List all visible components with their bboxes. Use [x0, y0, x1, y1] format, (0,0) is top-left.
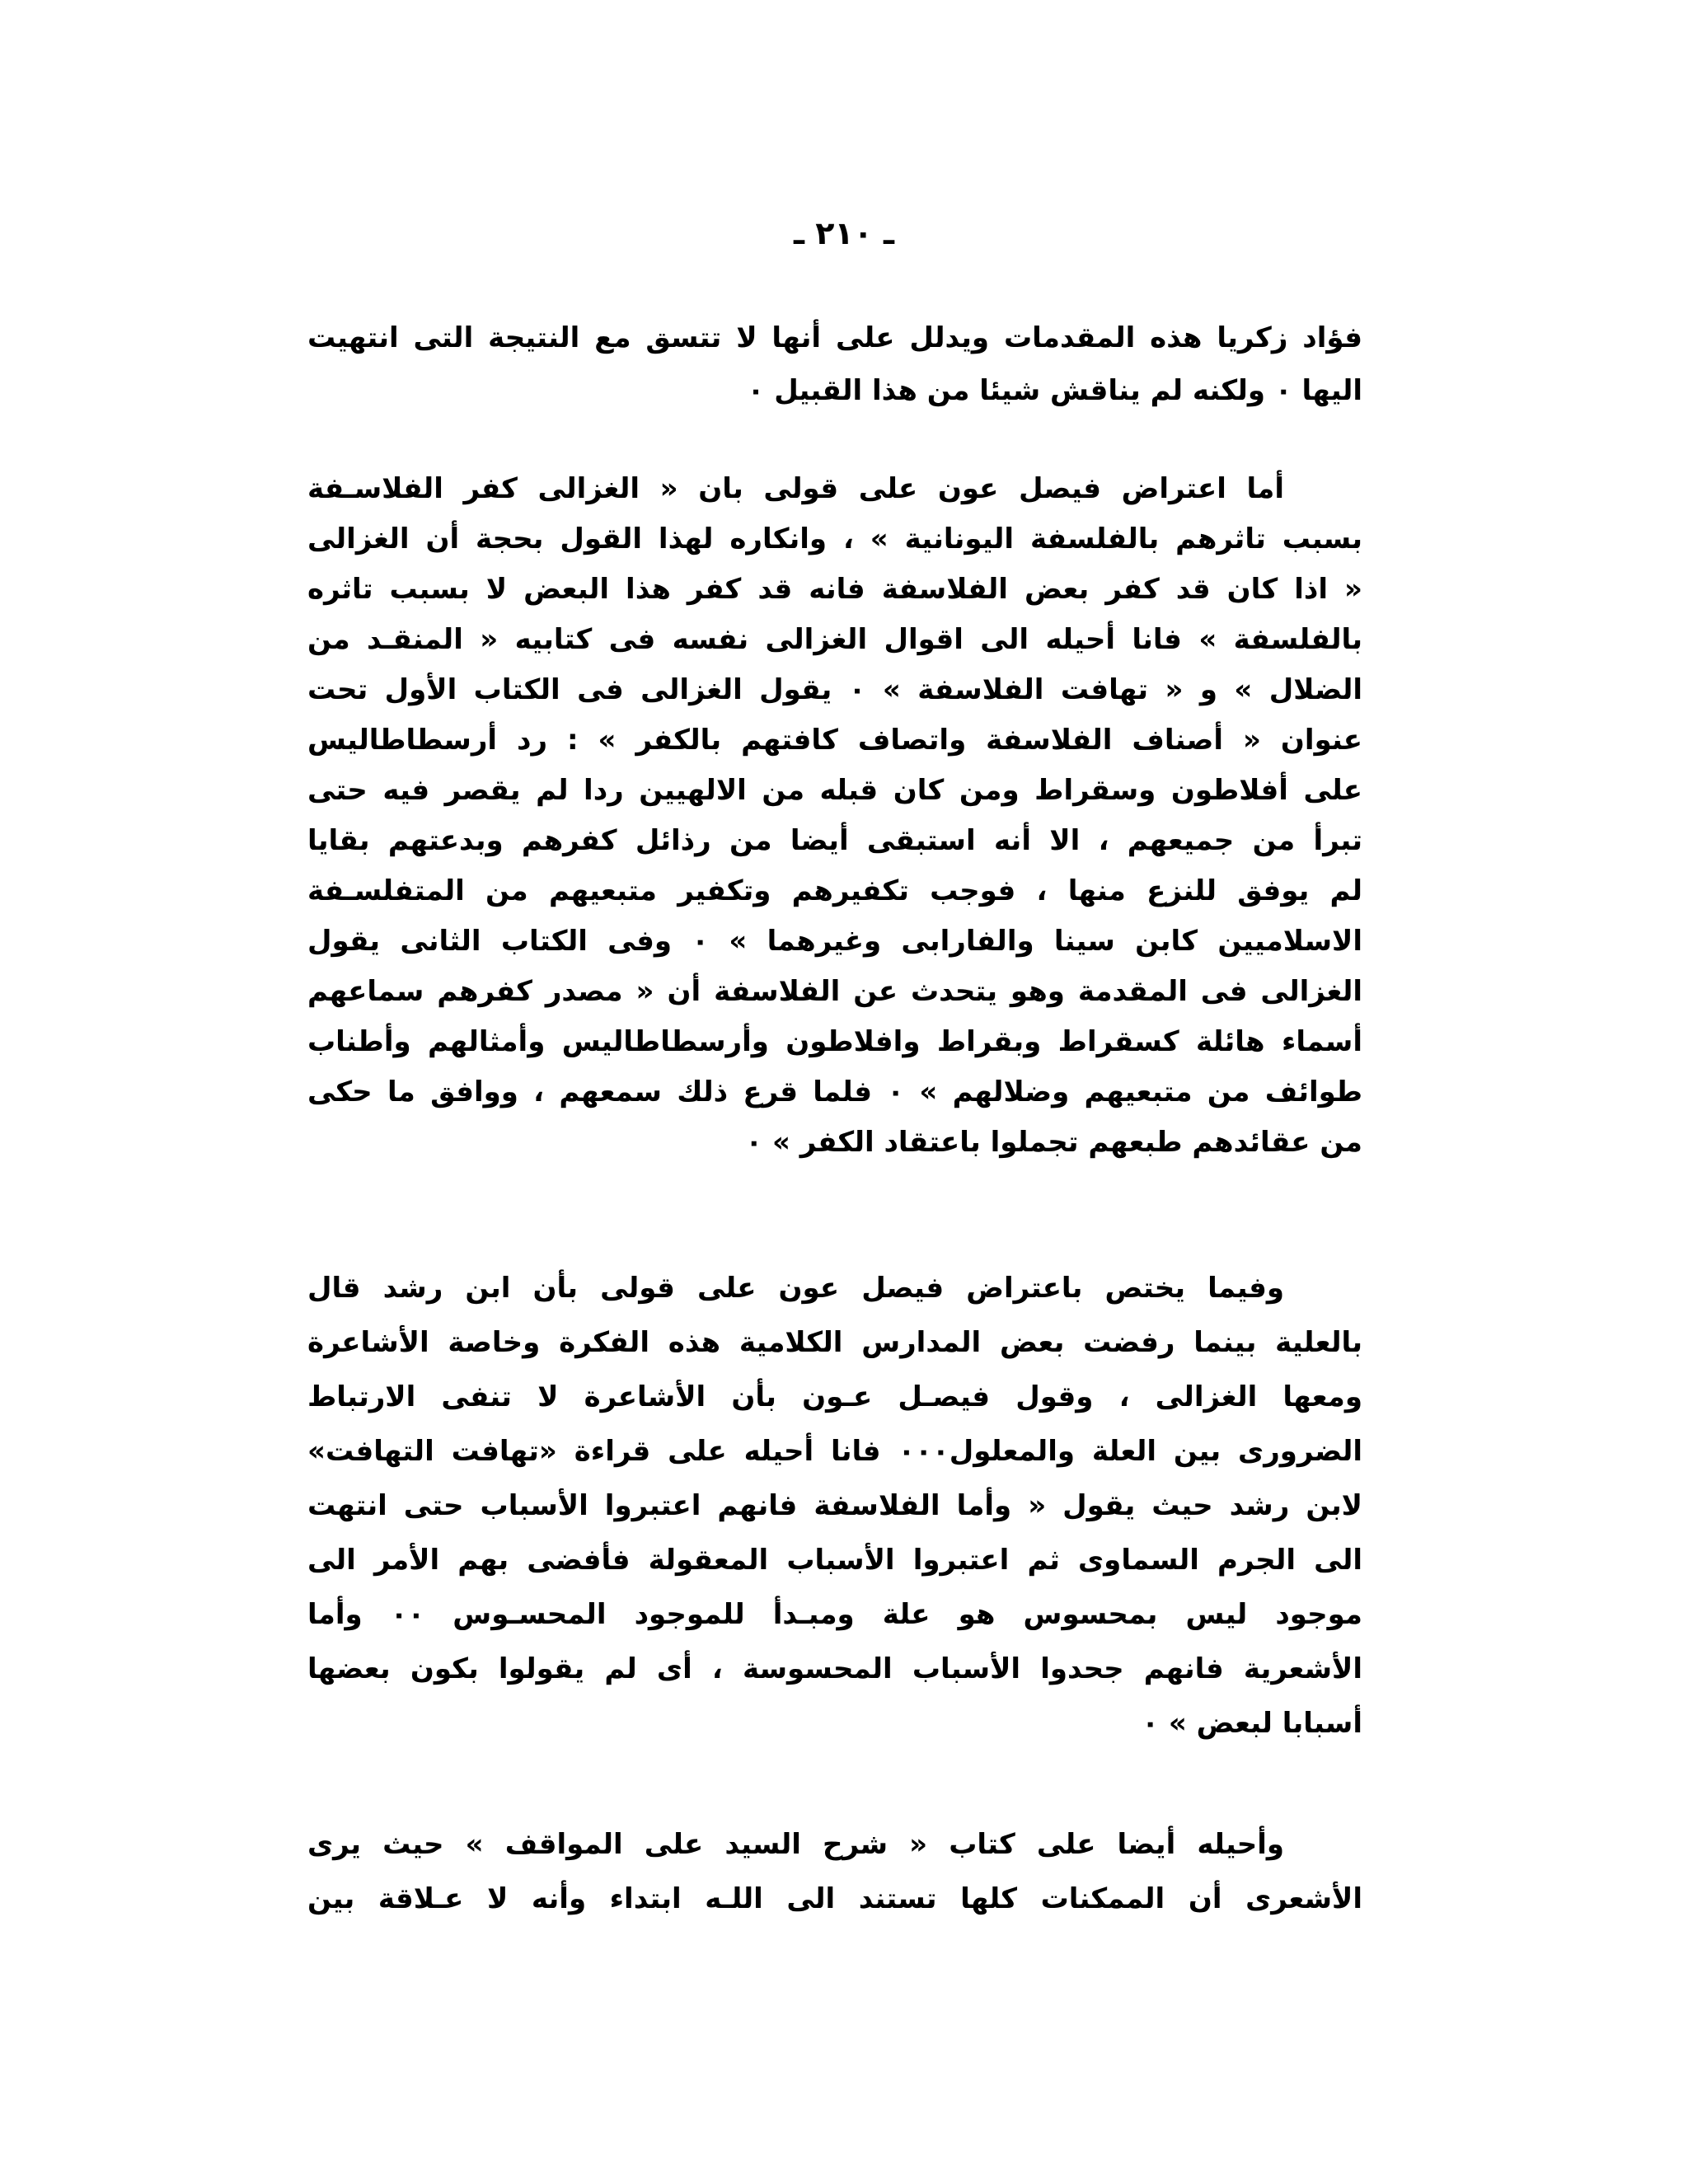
text-line: الضلال » و « تهافت الفلاسفة » ٠ يقول الغزالى فى الكتاب الأول تحت [307, 673, 1362, 706]
text-line: لابن رشد حيث يقول « وأما الفلاسفة فانهم اعتبروا الأسباب حتى انتهت [307, 1489, 1362, 1522]
text-line: الاسلاميين كابن سينا والفارابى وغيرهما » ٠ وفى الكتاب الثانى يقول [307, 925, 1362, 958]
text-line: « اذا كان قد كفر بعض الفلاسفة فانه قد كفر هذا البعض لا بسبب تاثره [307, 573, 1362, 606]
text-line: الى الجرم السماوى ثم اعتبروا الأسباب المعقولة فأفضى بهم الأمر الى [307, 1544, 1362, 1577]
text-line: بالعلية بينما رفضت بعض المدارس الكلامية هذه الفكرة وخاصة الأشاعرة [307, 1326, 1362, 1359]
text-line: بسبب تاثرهم بالفلسفة اليونانية » ، وانكاره لهذا القول بحجة أن الغزالى [307, 523, 1362, 555]
text-line: الضرورى بين العلة والمعلول٠٠٠ فانا أحيله على قراءة «تهافت التهافت» [307, 1435, 1362, 1468]
text-line: أسماء هائلة كسقراط وبقراط وافلاطون وأرسطاطاليس وأمثالهم وأطناب [307, 1025, 1362, 1058]
text-line: عنوان « أصناف الفلاسفة واتصاف كافتهم بالكفر » : رد أرسطاطاليس [307, 724, 1362, 757]
paragraph-2 [307, 464, 1362, 1168]
text-line: وأحيله أيضا على كتاب « شرح السيد على المواقف » حيث يرى [307, 1828, 1284, 1861]
text-line: تبرأ من جميعهم ، الا أنه استبقى أيضا من رذائل كفرهم وبدعتهم بقايا [307, 824, 1362, 857]
text-line: اليها ٠ ولكنه لم يناقش شيئا من هذا القبيل ٠ [747, 374, 1362, 407]
paragraph-1 [307, 312, 1362, 417]
paragraph-4 [307, 1817, 1362, 1926]
text-line: أسبابا لبعض » ٠ [1142, 1707, 1362, 1740]
text-line: الأشعرى أن الممكنات كلها تستند الى اللـه ابتداء وأنه لا عـلاقة بين [307, 1882, 1362, 1915]
text-line: من عقائدهم طبعهم تجملوا باعتقاد الكفر » ٠ [745, 1126, 1362, 1159]
text-line: على أفلاطون وسقراط ومن كان قبله من الالهيين ردا لم يقصر فيه حتى [307, 774, 1362, 807]
text-line: أما اعتراض فيصل عون على قولى بان « الغزالى كفر الفلاسـفة [307, 472, 1284, 505]
text-line: وفيما يختص باعتراض فيصل عون على قولى بأن ابن رشد قال [307, 1272, 1284, 1305]
paragraph-3 [307, 1261, 1362, 1750]
text-line: بالفلسفة » فانا أحيله الى اقوال الغزالى نفسه فى كتابيه « المنقـد من [307, 623, 1362, 656]
text-line: لم يوفق للنزع منها ، فوجب تكفيرهم وتكفير متبعيهم من المتفلسـفة [307, 874, 1362, 907]
text-line: طوائف من متبعيهم وضلالهم » ٠ فلما قرع ذلك سمعهم ، ووافق ما حكى [307, 1076, 1362, 1108]
text-line: فؤاد زكريا هذه المقدمات ويدلل على أنها لا تتسق مع النتيجة التى انتهيت [307, 321, 1362, 354]
text-line: ومعها الغزالى ، وقول فيصـل عـون بأن الأشاعرة لا تنفى الارتباط [307, 1380, 1362, 1413]
text-line: موجود ليس بمحسوس هو علة ومبـدأ للموجود المحسـوس ٠٠ وأما [307, 1598, 1362, 1631]
text-line: الغزالى فى المقدمة وهو يتحدث عن الفلاسفة أن « مصدر كفرهم سماعهم [307, 975, 1362, 1008]
page-number: ـ ٢١٠ ـ [793, 215, 895, 251]
text-line: الأشعرية فانهم جحدوا الأسباب المحسوسة ، أى لم يقولوا بكون بعضها [307, 1652, 1362, 1685]
